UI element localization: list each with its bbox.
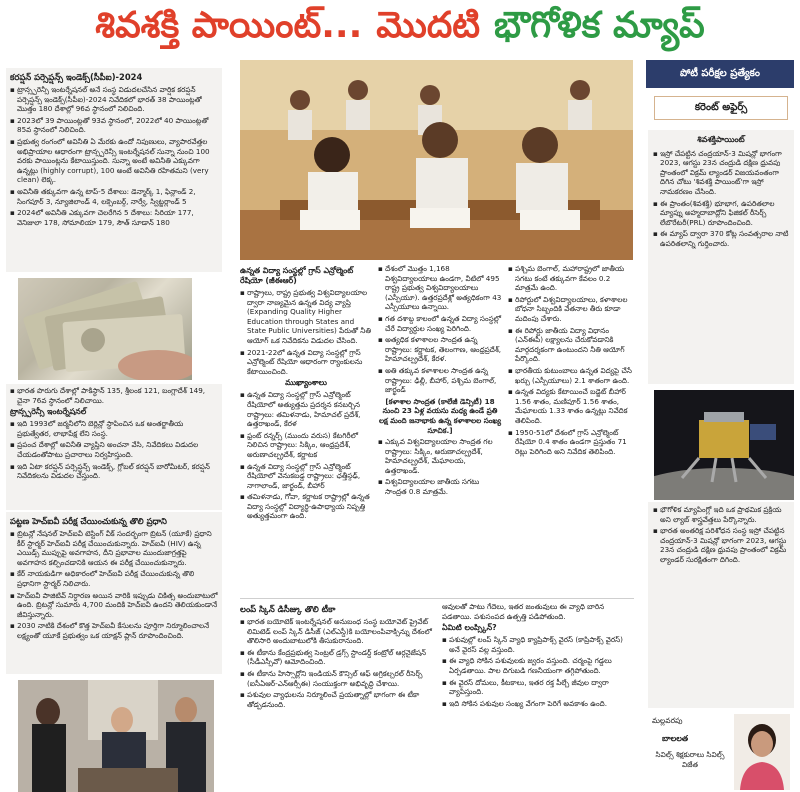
- cpi-bullet: ▪ 2023లో 39 పాయింట్లతో 93వ స్థానంలో, 2022లో 40 పాయింట్లతో 85వ స్థానంలో నిలిచింది.: [10, 115, 209, 135]
- ger-bullet: ▪ ఈ రిపోర్టు జాతీయ విద్యా విధానం (ఎన్ఈపీ) లక్ష్యాలను చేరుకోవడానికి మార్గదర్శకంగా ఉంటుందని నీతి ఆయోగ్ పేర్కొంది.: [508, 325, 625, 364]
- hiv-bullet: ▪ బ్రిటన్లో నేషనల్ హెచ్ఐవీ టెస్టింగ్ వీక్ సందర్భంగా బ్రిటన్ (యూకే) ప్రధాని కీర్ స్టార్మర్ హెచ్ఐవీ పరీక్ష చేయించుకున్నారు. హెచ్ఐవీ (HIV) ఉన్న ఎయిడ్స్ ముప్పుపై అవగాహన, దీని ప్రభావాల ముందుజాగ్రత్తపై అవగాహన కల్పించడానికి ఆయన ఈ పరీక్ష చేయించుకున్నారు.: [10, 529, 212, 567]
- lunar-lander-photo: [654, 390, 794, 500]
- author-box: [648, 712, 794, 792]
- ger-bullet: ▪ అతి తక్కువ కళాశాలల సాంద్రత ఉన్న రాష్ట్రాలు: ఢిల్లీ, బీహార్, పశ్చిమ బెంగాల్, జార్ఖండ్: [378, 365, 497, 395]
- center-column-3: [508, 264, 634, 594]
- ger-bullet: ▪ 1950-51లో దేశంలో గ్రాస్ ఎన్రోల్మెంట్ రేషియో 0.4 శాతం ఉండగా ప్రస్తుతం 71 రెట్లు పెరిగింది అని నివేదిక తెలిపింది.: [508, 427, 627, 456]
- hiv-bullet: ▪ 2030 నాటికి దేశంలో కొత్త హెచ్ఐవీ కేసులను పూర్తిగా నిర్మూలించాలనే లక్ష్యంతో యూకే ప్రభుత్వం ఒక యాక్షన్ ప్లాన్ రూపొందించింది.: [10, 621, 210, 640]
- lumpy-bullet: ▪ పశువుల్లో లంప్ స్కిన్ వ్యాధి క్యాప్రిపాక్స్ వైరస్ (కాప్రిపాక్స్ వైరస్) అనే వైరస్ వల్ల వస్తుంది.: [442, 635, 623, 654]
- left-column-ti: [6, 384, 222, 510]
- highlights-subtitle: ముఖ్యాంశాలు: [285, 378, 327, 388]
- ger-bullet: ▪ గత దశాబ్ద కాలంలో ఉన్నత విద్యా సంస్థల్లో చేరే విద్యార్థుల సంఖ్య పెరిగింది.: [378, 313, 502, 333]
- cpi-bullet: ▪ అవినీతి తక్కువగా ఉన్న టాప్-5 దేశాలు: డెన్మార్క్ 1, ఫిన్లాండ్ 2, సింగపూర్ 3, న్యూజిలాండ్ 4, లక్సెంబర్గ్, నార్వే, స్విట్జర్లాండ్ 5: [10, 186, 196, 206]
- author-label: మల్లవరపు: [652, 716, 683, 725]
- cpi-bullet: ▪ ప్రభుత్వ రంగంలో అవినీతి ఏ మేరకు ఉందో నిపుణులు, వ్యాపారవేత్తల అభిప్రాయాల ఆధారంగా ట్రాన్స్పరెన్సీ ఇంటర్నేషనల్ సున్నా నుంచి 100 వరకు పాయింట్లను కేటాయిస్తుంది. సున్నా అంటే అవినీతి ఎక్కువగా ఉన్నట్లు (highly corrupt), 100 అంటే అవినీతి రహితమని (very clean) లెక్క.: [10, 136, 210, 185]
- sidebar-header: పోటీ పరీక్షల ప్రత్యేకం: [646, 60, 794, 88]
- cpi-bullet: ▪ 2024లో అవినీతి ఎక్కువగా చెలరేగిన 5 దేశాలు: సిరియా 177, వెనిజులా 178, సోమాలియా 179, సౌత్ సూడాన్ 180: [10, 208, 194, 227]
- author-photo: [734, 714, 790, 790]
- ger-bullet: ▪ దేశంలో మొత్తం 1,168 విశ్వవిద్యాలయాలు ఉండగా, వీటిలో 495 రాష్ట్ర ప్రభుత్వ విశ్వవిద్యాలయాలు (ఎస్పీయూ). ఉత్తరప్రదేశ్లో అత్యధికంగా 43 ఎస్పీయూలు ఉన్నాయి.: [378, 264, 502, 312]
- author-desc: సివిల్స్ శిక్షకురాలు సివిల్స్ విజేత: [655, 750, 725, 769]
- headline-part-2: మొదటి: [376, 5, 481, 46]
- ger-bullet: ▪ ఫ్రంట్ రన్నర్స్ (ముందు వరుస) కేటగిరీలో నిలిచిన రాష్ట్రాలు: సిక్కిం, ఆంధ్రప్రదేశ్, అరుణాచల్ప్రదేశ్, కర్ణాటక: [240, 430, 359, 459]
- cpi-bullet: ▪ ట్రాన్స్పరెన్సీ ఇంటర్నేషనల్ అనే సంస్థ విడుదలచేసిన వార్షిక కరప్షన్ పర్సెప్షన్స్ ఇండెక్స్(సీపీఐ)-2024 నివేదికలో భారత్ 38 పాయింట్లతో మొత్తం 180 దేశాల్లో 96వ స్థానంలో నిలిచింది.: [10, 85, 202, 114]
- hiv-title: పట్టణ హెచ్ఐవీ పరీక్ష చేయించుకున్న తొలి ప్రధాని: [10, 516, 167, 526]
- shivashakti-bullet: ▪ భారత అంతరిక్ష పరిశోధన సంస్థ ఇస్రో చేపట్టిన చంద్రయాన్-3 మిషన్లో భాగంగా 2023, ఆగస్టు 23న చంద్రుడి దక్షిణ ధ్రువపు ప్రాంతంలో విక్రమ్ ల్యాండర్ సురక్షితంగా దిగింది.: [653, 526, 787, 564]
- ger-bullet: ▪ ఉన్నత విద్యకు కేటాయించే బడ్జెట్ బీహార్ 1.56 శాతం, మణిపూర్ 1.56 శాతం, మేఘాలయ 1.33 శాతం ఉన్నట్లు నివేదిక తెలిపింది.: [508, 387, 628, 425]
- ger-bullet: ▪ అత్యధిక కళాశాలల సాంద్రత ఉన్న రాష్ట్రాలు: కర్ణాటక, తెలంగాణ, ఆంధ్రప్రదేశ్, హిమాచల్ప్రదేశ్, కేరళ.: [378, 335, 502, 364]
- lumpy-skin-title: లంప్ స్కిన్ డిసీజ్కు తొలి టీకా: [240, 604, 336, 614]
- ger-bullet: ▪ భారతీయ కుటుంబాలు ఉన్నత విద్యపై చేసే ఖర్చు (ఎస్పీయూలు) 2.1 శాతంగా ఉంది.: [508, 365, 632, 385]
- ger-bullet: ▪ ఉన్నత విద్యా సంస్థల్లో గ్రాస్ ఎన్రోల్మెంట్ రేషియోలో వెనుకబడ్డ రాష్ట్రాలు: ఛత్తీస్గఢ్, నాగాలాండ్, జార్ఖండ్, బీహార్: [240, 461, 361, 490]
- shivashakti-bullet: ▪ ఇస్రో చేపట్టిన చంద్రయాన్-3 మిషన్లో భాగంగా 2023, ఆగస్టు 23న చంద్రుడి దక్షిణ ధ్రువపు ప్రాంతంలో విక్రమ్ ల్యాండర్ విజయవంతంగా దిగిన చోటు 'శివశక్తి పాయింట్'గా ఇస్రో నామకరణం చేసింది.: [653, 148, 782, 196]
- lumpy-skin-column-2: [442, 602, 634, 792]
- current-affairs-tag: కరెంట్ అఫైర్స్: [654, 96, 788, 120]
- ti-bullet: ▪ ప్రపంచ దేశాల్లో అవినీతి వ్యాప్తిని అంచనా వేసి, నివేదికలు విడుదల చేయడంతోపాటు ప్రచారాలు నిర్వహిస్తుంది.: [10, 440, 199, 459]
- shivashakti-bullet: ▪ ఈ మ్యాప్ ద్వారా 370 కోట్ల సంవత్సరాల నాటి ఉపరితలాన్ని గుర్తించారు.: [653, 229, 789, 248]
- neighbour-bullet: ▪ భారత పొరుగు దేశాల్లో పాకిస్థాన్ 135, శ్రీలంక 121, బంగ్లాదేశ్ 149, చైనా 76వ స్థానంలో నిలిచాయి.: [10, 386, 206, 405]
- ger-bullet: ▪ పశ్చిమ బెంగాల్, మహారాష్ట్రలో జాతీయ సగటు కంటే తక్కువగా కేవలం 0.2 మాత్రమే ఉంది.: [508, 264, 625, 293]
- ger-bullet: ▪ 2021-22లో ఉన్నత విద్యా సంస్థల్లో గ్రాస్ ఎన్రోల్మెంట్ రేషియో ఆధారంగా ర్యాంకులను కేటాయించింది.: [240, 347, 363, 376]
- lumpy-text: ఆవులతో పాటు గేదెలు, ఇతర జంతువులు ఈ వ్యాధి బారిన పడతాయి. పశుసంపద ఉత్పత్తి పడిపోతుంది.: [442, 602, 605, 621]
- lumpy-bullet: ▪ ఈ వ్యాధి సోకిన పశువులకు జ్వరం వస్తుంది. చర్మంపై గడ్డలు ఏర్పడతాయి. పాల దిగుబడి గణనీయంగా తగ్గిపోతుంది.: [442, 656, 612, 675]
- ger-bullet: ▪ విశ్వవిద్యాలయాల జాతీయ సగటు సాంద్రత 0.8 మాత్రమే.: [378, 477, 480, 497]
- lumpy-bullet: ▪ పశువుల వ్యాధులను నిర్మూలించే ప్రయత్నాల్లో భాగంగా ఈ టీకా తోడ్పడనుంది.: [240, 690, 420, 709]
- ger-bullet: ▪ రాష్ట్రాలు, రాష్ట్ర ప్రభుత్వ విశ్వవిద్యాలయాల ద్వారా నాణ్యమైన ఉన్నత విద్య వ్యాప్తి (Expanding Quality Higher Education through States and State Public Universities) పేరుతో నీతి ఆయోగ్ ఒక నివేదికను విడుదల చేసింది.: [240, 288, 371, 345]
- money-photo: [18, 278, 192, 380]
- lumpy-bullet: ▪ ఈ టీకాను కేంద్రప్రభుత్వ సెంట్రల్ డ్రగ్స్ స్టాండర్డ్ కంట్రోల్ ఆర్గనైజేషన్ (సీడీఎస్సీవో) ఆమోదించింది.: [240, 647, 427, 667]
- ti-bullet: ▪ ఇది 1993లో జర్మనీలోని బెర్లిన్లో స్థాపించిన ఒక అంతర్జాతీయ ప్రభుత్వేతర, లాభాపేక్ష లేని సంస్థ.: [10, 419, 184, 438]
- ger-bullet: ▪ రిపోర్టులో విశ్వవిద్యాలయాలు, కళాశాలల బోధనా సిబ్బందికి వేతనాల తీరు కూడా మదింపు చేశారు.: [508, 294, 628, 323]
- shivashakti-box: [648, 130, 794, 384]
- ger-bullet: ▪ ఎక్కువ విశ్వవిద్యాలయాల సాంద్రత గల రాష్ట్రాలు: సిక్కిం, అరుణాచల్ప్రదేశ్, హిమాచల్ప్రదేశ్, మేఘాలయ, ఉత్తరాఖండ్.: [378, 437, 493, 475]
- lumpy-bullet: ▪ ఈ టీకాను హిస్సార్లోని ఇండియన్ కౌన్సిల్ ఆఫ్ అగ్రికల్చరల్ రీసెర్చ్ (ఐసీఏఆర్-ఎన్ఆర్సీఈ) సంయుక్తంగా అభివృద్ధి చేశాయి.: [240, 668, 423, 688]
- left-column-corruption: [6, 68, 222, 272]
- author-name: బాలలత: [662, 734, 689, 743]
- ger-bullet: ▪ ఉన్నత విద్యా సంస్థల్లో గ్రాస్ ఎన్రోల్మెంట్ రేషియోలో అత్యుత్తమ ప్రదర్శన కనబర్చిన రాష్ట్రాలు: తమిళనాడు, హిమాచల్ ప్రదేశ్, ఉత్తరాఖండ్, కేరళ: [240, 390, 361, 429]
- headline: [0, 0, 800, 52]
- lumpy-skin-column-1: [240, 602, 436, 792]
- left-column-hiv: [6, 512, 222, 674]
- lumpy-bullet: ▪ ఈ వైరస్ దోమలు, కీటకాలు, ఇతర రక్త పీల్చే జీవుల ద్వారా వ్యాపిస్తుంది.: [442, 677, 609, 697]
- hiv-bullet: ▪ కేర్ నాయకుడిగా అధికారంలో హెచ్ఐవీ పరీక్ష చేయించుకున్న తొలి ప్రధానిగా స్టార్మర్ నిలిచారు.: [10, 569, 195, 588]
- center-column-2: [378, 264, 502, 594]
- cpi-title: కరప్షన్ పర్సెప్షన్స్ ఇండెక్స్(సీపీఐ)-2024: [10, 72, 143, 82]
- shivashakti-bullet: ▪ ఈ ప్రాంతం(శివశక్తి) భూభాగ, ఉపరితలాల మ్యాప్ను అహ్మదాబాద్లోని ఫిజికల్ రీసెర్చ్ లేబొరేటరీ(PRL) రూపొందించింది.: [653, 198, 775, 227]
- lumpy-bullet: ▪ భారత బయోటెక్ ఇంటర్నేషనల్ అనుబంధ సంస్థ బయోవెట్ ప్రైవేట్ లిమిటెడ్ లంప్ స్కిన్ డిసీజ్ (ఎల్ఎస్డీ)కి బయోలంపివాక్సిన్ను దేశంలో తొలిసారి అందుబాటులోకి తీసుకురానుంది.: [240, 617, 432, 646]
- ti-subtitle: ట్రాన్స్పరెన్సీ ఇంటర్నేషనల్: [10, 407, 87, 417]
- headline-part-1: శివశక్తి పాయింట్...: [95, 5, 363, 46]
- hiv-test-photo: [18, 680, 214, 792]
- college-density-note: [కళాశాల సాంద్రత (కాలేజీ డెన్సిటీ) 18 నుంచి 23 ఏళ్ల వయసు మధ్య ఉండే ప్రతి లక్ష మంది జనాభాకు ఉన్న కళాశాలల సంఖ్య సూచిక.]: [378, 396, 502, 435]
- section-divider: [240, 598, 634, 599]
- hiv-bullet: ▪ హెచ్ఐవీ పాజిటివ్ నిర్ధారణ అయిన వారికి ఇప్పుడు చికిత్స అందుబాటులో ఉంది. బ్రిటన్లో సుమారు 4,700 మందికి హెచ్ఐవీ ఉందని తెలియకుండానే జీవిస్తున్నారు.: [10, 590, 218, 619]
- center-column-1: [240, 264, 372, 594]
- ger-title: ఉన్నత విద్యా సంస్థల్లో గ్రాస్ ఎన్రోల్మెంట్ రేషియో (జీఈఆర్): [240, 266, 354, 285]
- shivashakti-title: శివశక్తిపాయింట్: [697, 135, 745, 144]
- lumpy-subtitle: ఏమిటి లంప్స్కిన్?: [442, 623, 497, 633]
- lumpy-bullet: ▪ ఇది సోకిన పశువుల సంఖ్య వేగంగా పెరిగే అవకాశం ఉంది.: [442, 698, 607, 708]
- ger-bullet: ▪ తమిళనాడు, గోవా, కర్ణాటక రాష్ట్రాల్లో ఉన్నత విద్యా సంస్థల్లో విద్యార్థి-ఉపాధ్యాయ నిష్పత్తి అత్యుత్తమంగా ఉంది.: [240, 492, 370, 521]
- classroom-photo: [240, 60, 633, 260]
- headline-part-3: భౌగోళిక మ్యాప్: [494, 5, 705, 46]
- ti-bullet: ▪ ఇది ఏటా కరప్షన్ పర్సెప్షన్స్ ఇండెక్స్, గ్లోబల్ కరప్షన్ బారోమీటర్, కరప్షన్ నివేదికలను విడుదల చేస్తుంది.: [10, 461, 210, 481]
- shivashakti-bullet: ▪ భౌగోళిక మ్యాపింగ్లో ఇది ఒక ప్రాథమిక ప్రక్రియ అని ల్యాబ్ శాస్త్రవేత్తలు పేర్కొన్నారు.: [653, 505, 782, 524]
- shivashakti-box-2: [648, 502, 794, 708]
